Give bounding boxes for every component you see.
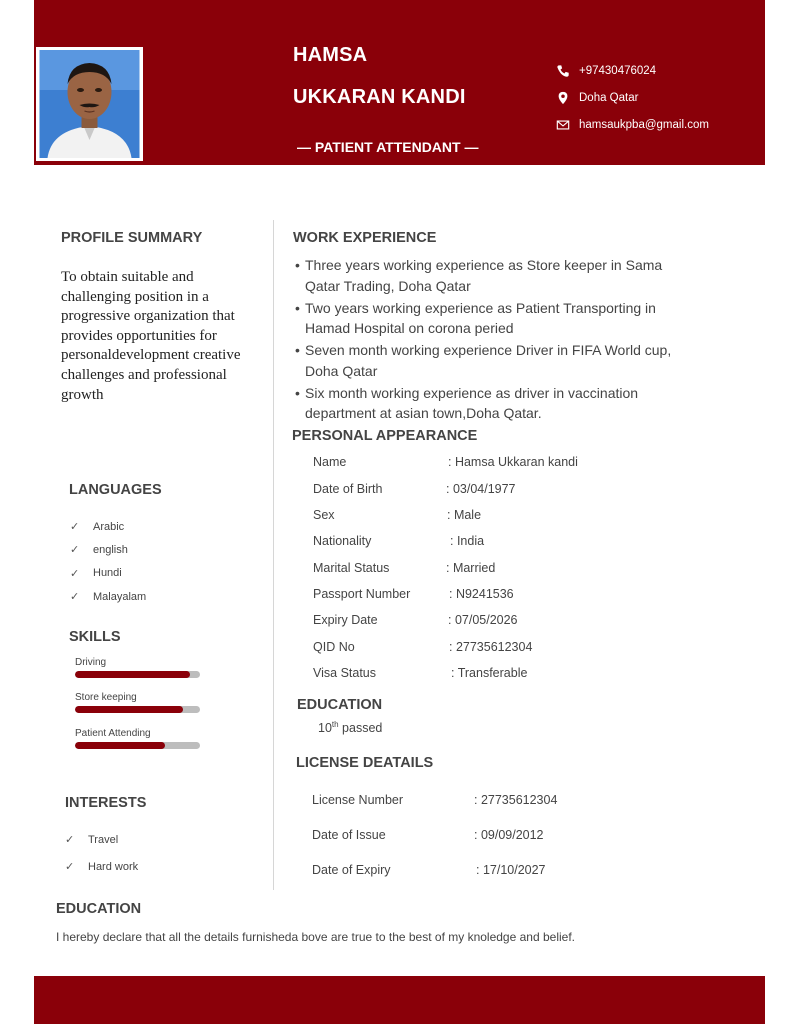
skill-bar-track: [75, 706, 200, 713]
list-item: • Three years working experience as Store keeper in Sama Qatar Trading, Doha Qatar: [295, 257, 663, 294]
person-portrait-icon: [39, 50, 140, 158]
checkmark-icon: ✓: [70, 521, 80, 534]
education-detail: 10th passed: [318, 720, 383, 736]
skill-bar-fill: [75, 742, 165, 749]
last-name: UKKARAN KANDI: [293, 86, 466, 108]
work-experience-list: [294, 255, 694, 425]
list-item: ✓ Travel: [65, 833, 119, 846]
skill-patient-attending: [75, 728, 200, 749]
personal-row-nationality: Nationality : India: [313, 534, 485, 548]
list-item: • Two years working experience as Patient Transporting in Hamad Hospital on corona peried: [295, 299, 656, 336]
license-row-expiry: Date of Expiry : 17/10/2027: [312, 863, 546, 877]
profile-summary-title: PROFILE SUMMARY: [61, 230, 203, 246]
personal-row-visa: Visa Status : Transferable: [313, 666, 528, 680]
license-row-number: License Number : 27735612304: [312, 793, 558, 807]
list-item: • Seven month working experience Driver in FIFA World cup, Doha Qatar: [295, 342, 672, 379]
list-item: ✓ Hundi: [70, 567, 122, 580]
license-title: LICENSE DEATAILS: [296, 755, 434, 771]
work-experience-title: WORK EXPERIENCE: [293, 230, 437, 246]
checkmark-icon: ✓: [65, 861, 75, 873]
contact-location: [556, 91, 638, 105]
list-item: ✓ Malayalam: [70, 590, 147, 604]
personal-row-name: Name : Hamsa Ukkaran kandi: [313, 455, 578, 469]
contact-phone: [556, 64, 656, 78]
contact-email: [556, 118, 709, 132]
education-title: EDUCATION: [297, 697, 383, 713]
declaration-text: I hereby declare that all the details furnisheda bove are true to the best of my knoledge and belief.: [56, 930, 575, 944]
phone-number: +97430476024: [579, 65, 657, 77]
bullet-icon: •: [295, 342, 300, 358]
phone-icon: [556, 64, 570, 78]
skill-bar-track: [75, 671, 200, 678]
skill-bar-fill: [75, 671, 190, 678]
location-text: Doha Qatar: [579, 92, 639, 104]
languages-title: LANGUAGES: [69, 482, 162, 498]
personal-row-marital-status: Marital Status : Married: [313, 561, 496, 575]
skill-store-keeping: [75, 692, 200, 713]
list-item: • Six month working experience as driver in vaccination department at asian town,Doha Qatar.: [295, 384, 639, 421]
skill-label: Patient Attending: [75, 728, 151, 739]
personal-row-passport: Passport Number : N9241536: [313, 587, 514, 601]
skill-bar-fill: [75, 706, 183, 713]
checkmark-icon: ✓: [70, 567, 80, 580]
declaration-title: EDUCATION: [56, 901, 142, 917]
personal-row-expiry: Expiry Date : 07/05/2026: [313, 613, 518, 627]
license-row-issue: Date of Issue : 09/09/2012: [312, 828, 544, 842]
checkmark-icon: ✓: [65, 834, 75, 846]
column-divider: [273, 220, 274, 890]
personal-row-sex: Sex : Male: [313, 508, 482, 522]
job-title: — PATIENT ATTENDANT —: [297, 139, 479, 155]
first-name: HAMSA: [293, 44, 368, 66]
languages-list: [70, 515, 146, 608]
skills-title: SKILLS: [69, 629, 121, 645]
email-address: hamsaukpba@gmail.com: [579, 119, 709, 131]
personal-row-qid: QID No : 27735612304: [313, 640, 533, 654]
list-item: ✓ Arabic: [70, 520, 125, 534]
location-pin-icon: [556, 91, 570, 105]
email-icon: [556, 118, 570, 132]
skill-bar-track: [75, 742, 200, 749]
list-item: ✓ Hard work: [65, 860, 139, 873]
bullet-icon: •: [295, 299, 300, 316]
skill-label: Driving: [75, 657, 107, 668]
skill-label: Store keeping: [75, 692, 137, 703]
bullet-icon: •: [295, 257, 300, 273]
profile-summary-text: To obtain suitable and challenging position in a progressive organization that provides opportunities for personaldevelopment creative challenges and professional growth: [61, 269, 241, 403]
list-item: ✓ english: [70, 543, 128, 557]
checkmark-icon: ✓: [70, 544, 80, 557]
personal-row-dob: Date of Birth : 03/04/1977: [313, 482, 516, 496]
personal-appearance-title: PERSONAL APPEARANCE: [292, 428, 478, 444]
checkmark-icon: ✓: [70, 591, 80, 604]
interests-list: [65, 826, 138, 880]
footer-banner: [34, 976, 765, 1024]
profile-photo: [36, 47, 143, 161]
skill-driving: [75, 657, 200, 678]
bullet-icon: •: [295, 384, 300, 401]
interests-title: INTERESTS: [65, 795, 147, 811]
